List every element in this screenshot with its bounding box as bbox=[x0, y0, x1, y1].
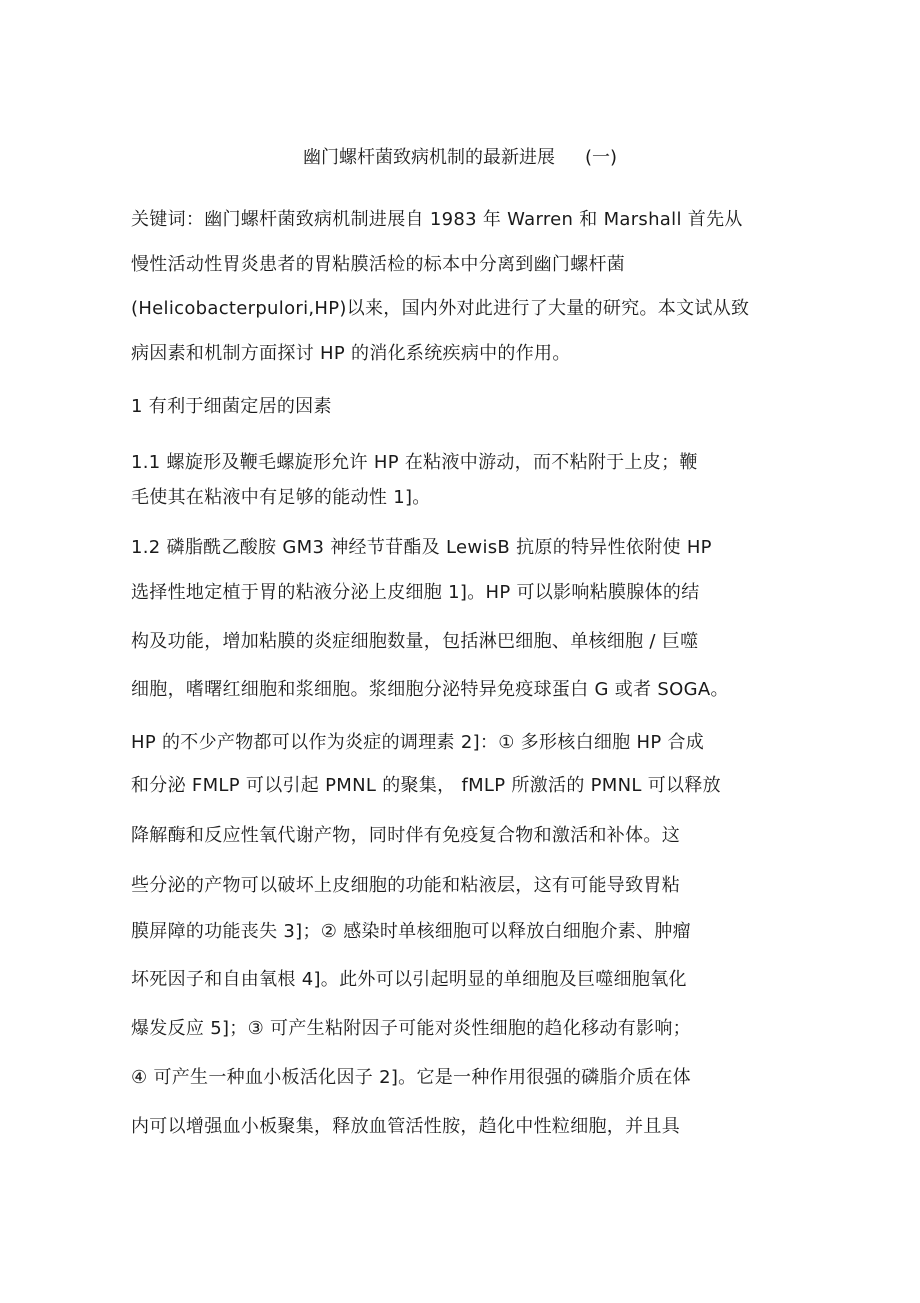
paragraph-line: 构及功能，增加粘膜的炎症细胞数量，包括淋巴细胞、单核细胞 / 巨噬 bbox=[131, 631, 699, 652]
document-title bbox=[0, 146, 920, 170]
paragraph-line: ④ 可产生一种血小板活化因子 2]。它是一种作用很强的磷脂介质在体 bbox=[131, 1067, 691, 1088]
paragraph-line: 毛使其在粘液中有足够的能动性 1]。 bbox=[131, 487, 431, 508]
paragraph-line: 病因素和机制方面探讨 HP 的消化系统疾病中的作用。 bbox=[131, 343, 571, 364]
paragraph-line: 坏死因子和自由氧根 4]。此外可以引起明显的单细胞及巨噬细胞氧化 bbox=[131, 969, 687, 990]
paragraph-line: 内可以增强血小板聚集，释放血管活性胺，趋化中性粒细胞，并且具 bbox=[131, 1116, 680, 1137]
paragraph-line: 些分泌的产物可以破坏上皮细胞的功能和粘液层，这有可能导致胃粘 bbox=[131, 875, 680, 896]
title-suffix: (一) bbox=[584, 147, 618, 168]
paragraph-line: 和分泌 FMLP 可以引起 PMNL 的聚集， fMLP 所激活的 PMNL 可以释放 bbox=[131, 775, 721, 796]
paragraph-line: 降解酶和反应性氧代谢产物，同时伴有免疫复合物和激活和补体。这 bbox=[131, 825, 680, 846]
paragraph-line: 膜屏障的功能丧失 3]；② 感染时单核细胞可以释放白细胞介素、肿瘤 bbox=[131, 921, 691, 942]
paragraph-line: HP 的不少产物都可以作为炎症的调理素 2]：① 多形核白细胞 HP 合成 bbox=[131, 732, 705, 753]
section-heading: 1 有利于细菌定居的因素 bbox=[131, 396, 332, 417]
paragraph-line: (Helicobacterpulori,HP)以来，国内外对此进行了大量的研究。本文试从致 bbox=[131, 298, 750, 319]
paragraph-line: 1.2 磷脂酰乙酸胺 GM3 神经节苷酯及 LewisB 抗原的特异性依附使 HP bbox=[131, 537, 712, 558]
paragraph-line: 爆发反应 5]；③ 可产生粘附因子可能对炎性细胞的趋化移动有影响； bbox=[131, 1018, 691, 1039]
paragraph-line: 1.1 螺旋形及鞭毛螺旋形允许 HP 在粘液中游动，而不粘附于上皮；鞭 bbox=[131, 452, 698, 473]
paragraph-line: 慢性活动性胃炎患者的胃粘膜活检的标本中分离到幽门螺杆菌 bbox=[131, 254, 626, 275]
keywords-line: 关键词：幽门螺杆菌致病机制进展自 1983 年 Warren 和 Marshall 首先从 bbox=[131, 209, 743, 230]
paragraph-line: 细胞，嗜曙红细胞和浆细胞。浆细胞分泌特异免疫球蛋白 G 或者 SOGA。 bbox=[131, 679, 729, 700]
title-text: 幽门螺杆菌致病机制的最新进展 bbox=[302, 147, 555, 168]
paragraph-line: 选择性地定植于胃的粘液分泌上皮细胞 1]。HP 可以影响粘膜腺体的结 bbox=[131, 582, 700, 603]
